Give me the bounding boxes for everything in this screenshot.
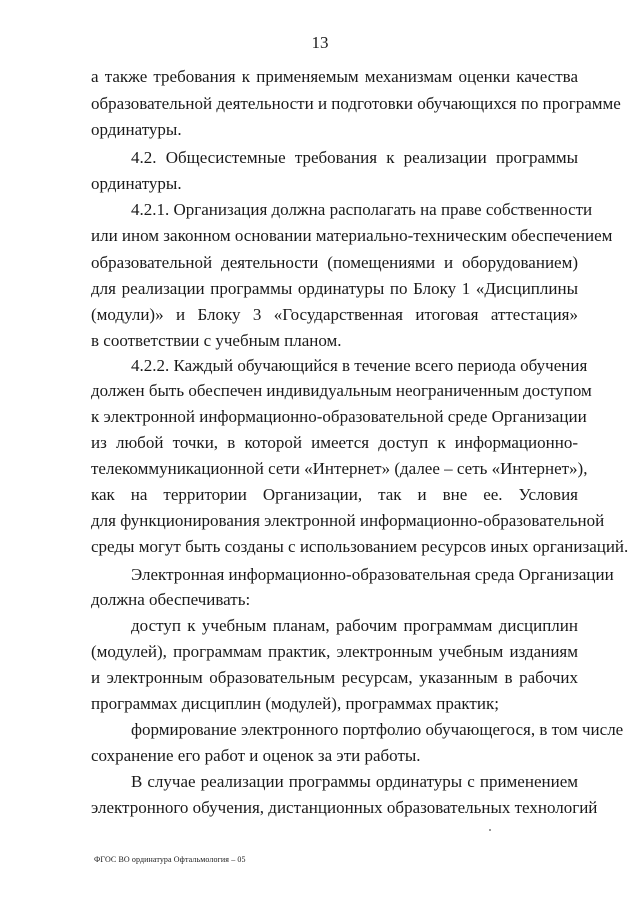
text-line: для функционирования электронной информационно-образовательной [91, 511, 605, 530]
scan-speck [489, 829, 491, 831]
text-line: В случае реализации программы ординатуры с применением [131, 772, 578, 791]
text-line: ординатуры. [91, 120, 182, 139]
page-footer: ФГОС ВО ординатура Офтальмология – 05 [94, 855, 246, 864]
text-line: а также требования к применяемым механизмам оценки качества [91, 67, 578, 86]
text-line: из любой точки, в которой имеется доступ к информационно- [91, 433, 578, 452]
text-line: как на территории Организации, так и вне ее. Условия [91, 485, 578, 504]
text-line: программах дисциплин (модулей), программах практик; [91, 694, 499, 713]
text-line: Электронная информационно-образовательная среда Организации [131, 565, 614, 584]
text-line: должна обеспечивать: [91, 590, 251, 609]
text-line: формирование электронного портфолио обучающегося, в том числе [131, 720, 624, 739]
text-line: среды могут быть созданы с использованием ресурсов иных организаций. [91, 537, 629, 556]
text-line: и электронным образовательным ресурсам, указанным в рабочих [91, 668, 578, 687]
text-line: к электронной информационно-образовательной среде Организации [91, 407, 587, 426]
text-line: 4.2.2. Каждый обучающийся в течение всего периода обучения [131, 356, 588, 375]
text-line: телекоммуникационной сети «Интернет» (далее – сеть «Интернет»), [91, 459, 588, 478]
text-line: должен быть обеспечен индивидуальным неограниченным доступом [91, 381, 592, 400]
text-line: в соответствии с учебным планом. [91, 331, 342, 350]
section-heading: ординатуры. [91, 174, 182, 193]
text-line: электронного обучения, дистанционных образовательных технологий [91, 798, 598, 817]
text-line: образовательной деятельности (помещениями и оборудованием) [91, 253, 578, 272]
text-line: (модулей), программам практик, электронным учебным изданиям [91, 642, 578, 661]
text-line: образовательной деятельности и подготовки обучающихся по программе [91, 94, 621, 113]
text-line: или ином законном основании материально-техническим обеспечением [91, 226, 613, 245]
page-number: 13 [311, 33, 329, 52]
section-heading: 4.2. Общесистемные требования к реализации программы [131, 148, 578, 167]
text-line: доступ к учебным планам, рабочим программам дисциплин [131, 616, 578, 635]
text-line: для реализации программы ординатуры по Блоку 1 «Дисциплины [91, 279, 578, 298]
text-line: (модули)» и Блоку 3 «Государственная итоговая аттестация» [91, 305, 578, 324]
text-line: сохранение его работ и оценок за эти работы. [91, 746, 421, 765]
text-line: 4.2.1. Организация должна располагать на праве собственности [131, 200, 593, 219]
